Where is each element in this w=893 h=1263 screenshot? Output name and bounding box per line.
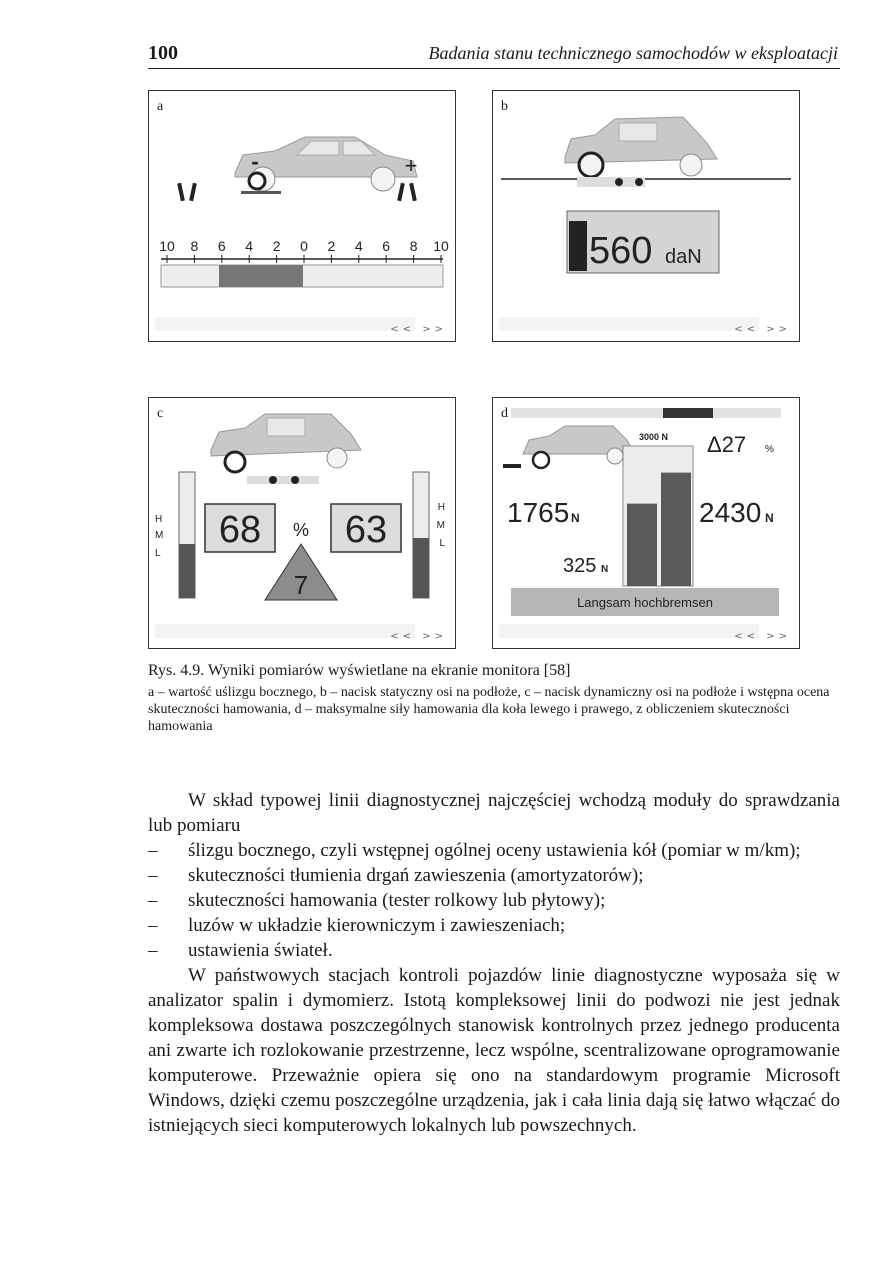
list-item: – skuteczności hamowania (tester rolkowy lub płytowy);	[148, 888, 840, 913]
left-damping-value: 68	[218, 509, 262, 551]
right-arrow-icon	[397, 183, 417, 201]
max-force-label: 3000 N	[639, 432, 669, 442]
message-text: Langsam hochbremsen	[577, 595, 713, 610]
scale-tick-label: 10	[159, 238, 175, 254]
svg-text:H: H	[155, 514, 163, 525]
panel-a	[148, 90, 456, 342]
right-force-value: 2430	[699, 497, 762, 528]
difference-value: 7	[293, 570, 309, 600]
header-rule	[148, 68, 840, 69]
car-icon	[565, 117, 717, 177]
panel-b-graphic	[493, 91, 799, 341]
car-icon	[523, 426, 635, 468]
svg-text:M: M	[436, 520, 445, 531]
scale-labels	[159, 238, 449, 254]
nav-arrows-icon: << >>	[734, 631, 791, 642]
figure-caption-body: a – wartość uślizgu bocznego, b – nacisk statyczny osi na podłoże, c – nacisk dynamiczny osi na podłoże i wstępna ocena skuteczności hamowania, d – maksymalne siły hamowania dla koła lewego i prawego, z obliczeniem skuteczności hamowania	[148, 685, 830, 734]
panel-a-label: a	[157, 99, 164, 114]
panel-b	[492, 90, 800, 342]
weight-icon	[569, 221, 587, 271]
left-arrow-icon	[177, 183, 197, 201]
left-force-unit: N	[571, 511, 580, 525]
svg-text:M: M	[155, 530, 164, 541]
body-text	[148, 788, 840, 1138]
panel-d-label: d	[501, 406, 508, 421]
percent-sign: %	[292, 520, 310, 540]
main-paragraph: W państwowych stacjach kontroli pojazdów linie diagnostyczne wyposaża się w analizator spalin i dymomierz. Istotą kompleksowej linii do podwozi nie jest jednak kompleksowa dostawa poszczególnych stanowisk kontrolnych przez jednego producenta ani zwarte ich rozlokowanie przestrzenne, lecz wspólne, scentralizowane oprogramowanie komputerowe. Przeważnie opiera się ono na standardowym programie Microsoft Windows, dzięki czemu poszczególne urządzenia, jak i cała linia dają się łatwo włączać do istniejących sieci komputerowych lokalnych lub powszechnych.	[148, 965, 840, 1136]
panel-c-graphic	[149, 398, 455, 648]
nav-arrows-icon: << >>	[390, 324, 447, 335]
list-item: – ustawienia świateł.	[148, 938, 840, 963]
right-damping-value: 63	[344, 509, 388, 551]
list-item: – skuteczności tłumienia drgań zawieszenia (amortyzatorów);	[148, 863, 840, 888]
running-title: Badania stanu technicznego samochodów w eksploatacji	[428, 43, 838, 63]
page-number: 100	[148, 42, 178, 64]
svg-text:L: L	[155, 548, 161, 559]
list-item: – luzów w układzie kierowniczym i zawieszeniach;	[148, 913, 840, 938]
panel-c	[148, 397, 456, 649]
intro-paragraph: W skład typowej linii diagnostycznej najczęściej wchodzą moduły do sprawdzania lub pomiaru	[148, 790, 840, 836]
svg-text:H: H	[437, 502, 445, 513]
left-brake-force-bar	[627, 504, 657, 586]
scale-tick-label: 2	[327, 238, 336, 254]
min-force-unit: N	[601, 564, 609, 575]
plus-sign: +	[404, 153, 418, 178]
right-force-unit: N	[765, 511, 774, 525]
scale-tick-label: 10	[433, 238, 449, 254]
panel-d	[492, 397, 800, 649]
car-icon	[235, 137, 417, 194]
figure-caption-title: Rys. 4.9. Wyniki pomiarów wyświetlane na ekranie monitora [58]	[148, 662, 571, 679]
nav-arrows-icon: << >>	[390, 631, 447, 642]
panel-a-graphic	[149, 91, 455, 341]
scale-tick-label: 8	[190, 238, 199, 254]
scale-tick-label: 6	[382, 238, 391, 254]
minus-sign: -	[251, 149, 259, 174]
scale-tick-label: 4	[354, 238, 363, 254]
scale-tick-label: 6	[217, 238, 226, 254]
top-status-bar	[663, 408, 713, 418]
module-list	[148, 838, 840, 963]
scale-tick-label: 8	[409, 238, 418, 254]
svg-text:L: L	[439, 538, 445, 549]
axle-load-unit: daN	[665, 246, 702, 268]
scale-tick-label: 4	[245, 238, 254, 254]
car-icon	[211, 414, 361, 472]
panel-b-label: b	[501, 99, 508, 114]
min-force-value: 325	[563, 555, 597, 577]
slip-indicator-bar	[219, 265, 303, 287]
nav-arrows-icon: << >>	[734, 324, 791, 335]
delta-value: Δ27	[707, 432, 747, 457]
right-brake-force-bar	[661, 473, 691, 586]
scale-tick-label: 2	[272, 238, 281, 254]
scale-tick-label: 0	[300, 238, 308, 254]
left-force-value: 1765	[507, 497, 570, 528]
list-item: – ślizgu bocznego, czyli wstępnej ogólnej oceny ustawienia kół (pomiar w m/km);	[148, 838, 840, 863]
axle-load-value: 560	[589, 230, 653, 272]
panel-d-graphic	[493, 398, 799, 648]
delta-unit: %	[765, 444, 774, 455]
panel-c-label: c	[157, 406, 164, 421]
